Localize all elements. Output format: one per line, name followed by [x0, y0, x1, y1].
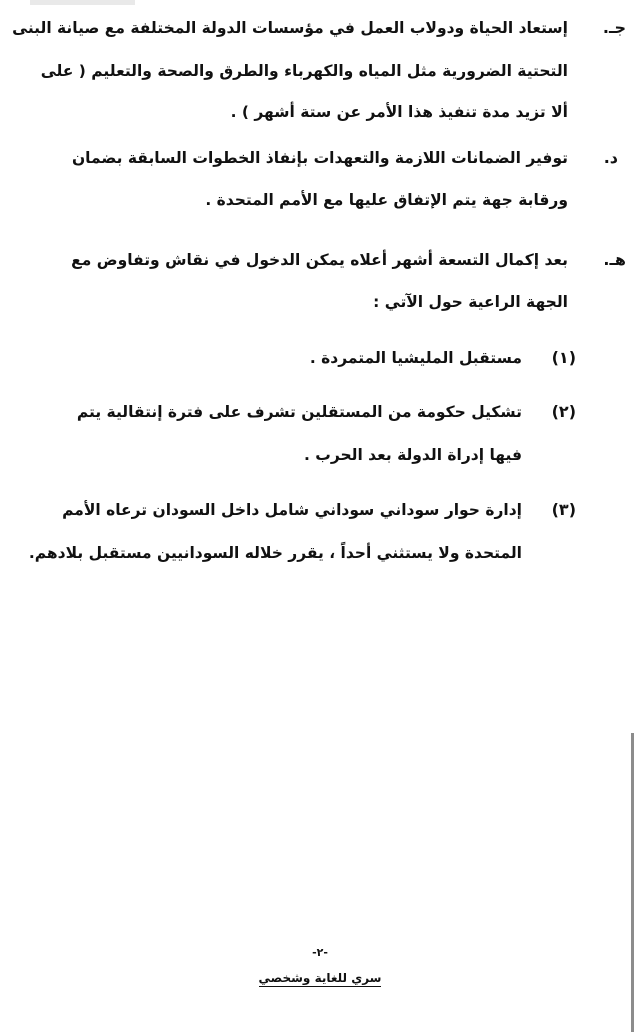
item-marker-ha: هـ. [603, 250, 626, 269]
item-ha-line-1: بعد إكمال التسعة أشهر أعلاه يمكن الدخول في نقاش وتفاوض مع [71, 251, 568, 269]
item-jeem-line-2: التحتية الضرورية مثل المياه والكهرباء والطرق والصحة والتعليم ( على [40, 62, 568, 80]
classification-footer [0, 967, 640, 986]
item-jeem-line-3: ألا تزيد مدة تنفيذ هذا الأمر عن ستة أشهر ) . [230, 103, 568, 121]
item-ha-line-2: الجهة الراعية حول الآتي : [373, 293, 568, 311]
subitem-marker-2: (٢) [551, 402, 576, 421]
subitem-2-line-1: تشكيل حكومة من المستقلين تشرف على فترة إنتقالية يتم [76, 403, 522, 421]
item-marker-jeem: جـ. [602, 18, 626, 37]
page-number: -٢- [312, 946, 328, 959]
item-jeem-line-1: إستعاد الحياة ودولاب العمل في مؤسسات الدولة المختلفة مع صيانة البنى [12, 19, 568, 37]
item-marker-dal: د. [603, 148, 618, 167]
item-dal-line-2: ورقابة جهة يتم الإتفاق عليها مع الأمم المتحدة . [205, 191, 568, 209]
classification-label: سري للغاية وشخصي [258, 971, 382, 985]
subitem-marker-1: (١) [551, 348, 576, 367]
subitem-3-line-2: المتحدة ولا يستثني أحداً ، يقرر خلاله السودانيين مستقبل بلادهم. [28, 544, 522, 562]
subitem-3-line-1: إدارة حوار سوداني سوداني شامل داخل السودان ترعاه الأمم [62, 501, 522, 519]
subitem-marker-3: (٣) [551, 500, 576, 519]
subitem-1-line-1: مستقبل المليشيا المتمردة . [309, 349, 522, 367]
scrollbar[interactable] [631, 733, 634, 1032]
subitem-2-line-2: فيها إدراة الدولة بعد الحرب . [303, 446, 522, 464]
item-dal-line-1: توفير الضمانات اللازمة والتعهدات بإنفاذ الخطوات السابقة بضمان [71, 149, 568, 167]
